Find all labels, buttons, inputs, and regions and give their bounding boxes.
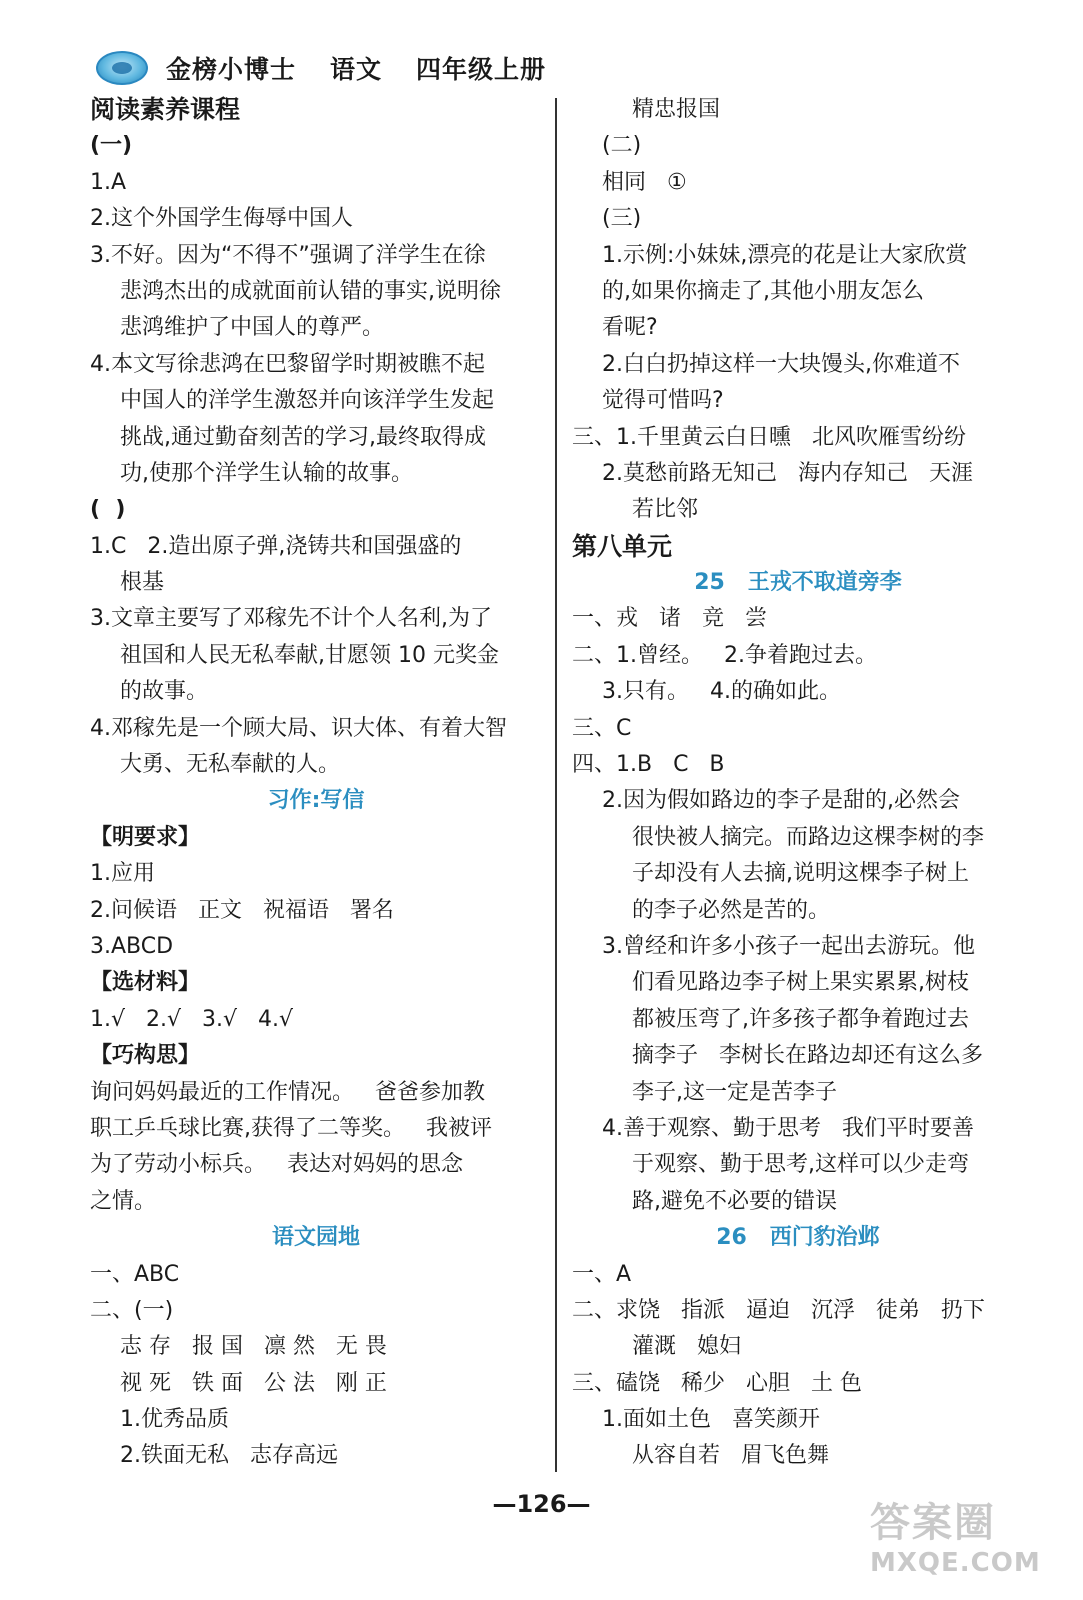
right-answer-line: 看呢? (602, 315, 658, 341)
left-answer-line: 悲鸿杰出的成就面前认错的事实,说明徐 (120, 278, 501, 304)
left-answer-line: 1.C 2.造出原子弹,浇铸共和国强盛的 (90, 533, 462, 559)
right-answer-line: 们看见路边李子树上果实累累,树枝 (632, 970, 969, 996)
left-answer-line: 【巧构思】 (90, 1043, 201, 1069)
left-answer-line: 3.ABCD (90, 933, 174, 959)
left-answer-line: 1.√ 2.√ 3.√ 4.√ (90, 1006, 293, 1032)
book-subject: 语文 (330, 55, 383, 84)
right-answer-line: 三、磕饶 稀少 心胆 土 色 (572, 1370, 862, 1396)
left-answer-line: (一) (90, 133, 133, 159)
left-answer-line: 1.优秀品质 (120, 1407, 229, 1433)
left-answer-line: 4.邓稼先是一个顾大局、识大体、有着大智 (90, 715, 507, 741)
left-answer-line: 3.文章主要写了邓稼先不计个人名利,为了 (90, 606, 492, 632)
watermark-text-bottom: MXQE.COM (870, 1548, 1041, 1578)
right-answer-line: 1.面如土色 喜笑颜开 (602, 1407, 820, 1433)
watermark-text-top: 答案圈 (870, 1500, 996, 1546)
right-answer-line: 二、1.曾经。 2.争着跑过去。 (572, 642, 877, 668)
right-answer-line: 觉得可惜吗? (602, 388, 724, 414)
right-answer-line: 都被压弯了,许多孩子都争着跑过去 (632, 1006, 969, 1032)
left-answer-line: 阅读素养课程 (90, 95, 241, 124)
left-answer-line: 的故事。 (120, 679, 209, 705)
right-answer-line: 从容自若 眉飞色舞 (632, 1443, 829, 1469)
left-answer-line: 1.应用 (90, 861, 155, 887)
right-answer-line: 灌溉 媳妇 (632, 1334, 741, 1360)
left-answer-line: ( ) (90, 497, 126, 523)
globe-logo-icon (96, 51, 148, 85)
right-column (572, 92, 1024, 1475)
right-answer-line: (二) (602, 133, 642, 159)
left-answer-line: 语文园地 (271, 1225, 360, 1251)
left-answer-line: 职工乒乓球比赛,获得了二等奖。 我被评 (90, 1115, 492, 1141)
right-answer-line: 子却没有人去摘,说明这棵李子树上 (632, 861, 969, 887)
right-answer-line: 1.示例:小妹妹,漂亮的花是让大家欣赏 (602, 242, 968, 268)
book-brand: 金榜小博士 (166, 55, 297, 84)
right-answer-line: 的李子必然是苦的。 (632, 897, 831, 923)
left-answer-line: 挑战,通过勤奋刻苦的学习,最终取得成 (120, 424, 486, 450)
right-answer-line: 精忠报国 (632, 97, 721, 122)
left-answer-line: 2.问候语 正文 祝福语 署名 (90, 897, 394, 923)
left-answer-line: 习作:写信 (267, 788, 365, 814)
left-answer-line: 【明要求】 (90, 824, 201, 850)
right-answer-line: 四、1.B C B (572, 752, 725, 778)
page-header (96, 48, 580, 88)
right-answer-line: 相同 ① (602, 169, 687, 195)
right-answer-line: 李子,这一定是苦李子 (632, 1079, 837, 1105)
right-answer-line: (三) (602, 206, 642, 232)
left-answer-line: 2.铁面无私 志存高远 (120, 1443, 338, 1469)
column-divider (555, 98, 557, 1472)
left-answer-line: 1.A (90, 169, 127, 195)
left-answer-line: 询问妈妈最近的工作情况。 爸爸参加教 (90, 1079, 485, 1105)
right-answer-line: 第八单元 (572, 531, 673, 561)
left-answer-line: 一、ABC (90, 1261, 180, 1287)
left-answer-line: 4.本文写徐悲鸿在巴黎留学时期被瞧不起 (90, 351, 485, 377)
right-answer-line: 3.曾经和许多小孩子一起出去游玩。他 (602, 933, 975, 959)
right-answer-line: 若比邻 (632, 497, 699, 523)
left-answer-line: 3.不好。因为“不得不”强调了洋学生在徐 (90, 242, 486, 268)
right-answer-line: 于观察、勤于思考,这样可以少走弯 (632, 1152, 969, 1178)
right-answer-line: 2.因为假如路边的李子是甜的,必然会 (602, 788, 960, 814)
right-answer-line: 摘李子 李树长在路边却还有这么多 (632, 1043, 983, 1069)
left-answer-line: 悲鸿维护了中国人的尊严。 (120, 315, 385, 341)
left-answer-line: 【选材料】 (90, 970, 201, 996)
right-answer-line: 三、C (572, 715, 632, 741)
book-grade: 四年级上册 (416, 55, 547, 84)
left-answer-line: 大勇、无私奉献的人。 (120, 752, 341, 778)
right-answer-line: 3.只有。 4.的确如此。 (602, 679, 841, 705)
right-answer-line: 26 西门豹治邺 (716, 1225, 880, 1251)
left-answer-line: 中国人的洋学生激怒并向该洋学生发起 (120, 388, 495, 414)
right-answer-line: 4.善于观察、勤于思考 我们平时要善 (602, 1115, 974, 1141)
page-number: —126— (492, 1490, 591, 1518)
right-answer-line: 二、求饶 指派 逼迫 沉浮 徒弟 扔下 (572, 1297, 985, 1323)
left-answer-line: 志 存 报 国 凛 然 无 畏 (120, 1334, 387, 1360)
right-answer-line: 2.白白扔掉这样一大块馒头,你难道不 (602, 351, 960, 377)
left-answer-line: 二、(一) (90, 1297, 174, 1323)
right-answer-line: 一、A (572, 1261, 632, 1287)
right-answer-line: 很快被人摘完。而路边这棵李树的李 (632, 824, 985, 850)
left-answer-line: 视 死 铁 面 公 法 刚 正 (120, 1370, 387, 1396)
right-answer-line: 25 王戎不取道旁李 (694, 570, 902, 596)
right-answer-line: 三、1.千里黄云白日曛 北风吹雁雪纷纷 (572, 424, 966, 450)
left-answer-line: 根基 (120, 570, 165, 596)
left-answer-line: 功,使那个洋学生认输的故事。 (120, 460, 413, 486)
watermark-logo (870, 1500, 1060, 1590)
right-answer-line: 路,避免不必要的错误 (632, 1188, 837, 1214)
left-column (90, 92, 542, 1475)
right-answer-line: 一、戎 诸 竞 尝 (572, 606, 767, 632)
left-answer-line: 祖国和人民无私奉献,甘愿领 10 元奖金 (120, 642, 499, 668)
left-answer-line: 2.这个外国学生侮辱中国人 (90, 206, 353, 232)
left-answer-line: 为了劳动小标兵。 表达对妈妈的思念 (90, 1152, 463, 1178)
left-answer-line: 之情。 (90, 1188, 157, 1214)
right-answer-line: 的,如果你摘走了,其他小朋友怎么 (602, 278, 924, 304)
right-answer-line: 2.莫愁前路无知己 海内存知己 天涯 (602, 460, 973, 486)
